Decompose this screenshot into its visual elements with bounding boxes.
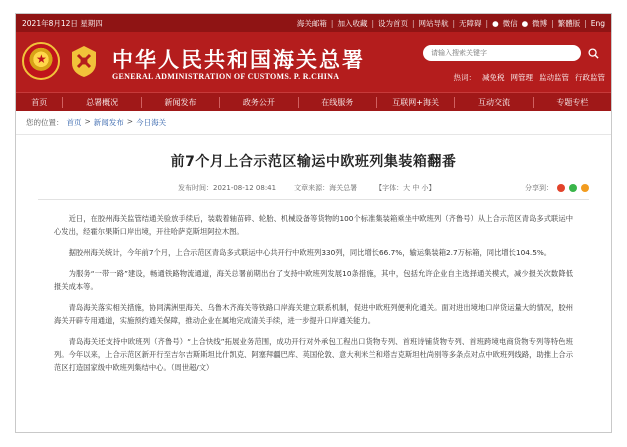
search-icon[interactable]	[585, 45, 601, 61]
site-title: 中华人民共和国海关总署	[112, 47, 365, 72]
publish-date: 发布时间：2021-08-12 08:41	[178, 184, 277, 192]
top-link-accessibility[interactable]: 无障碍	[459, 18, 482, 28]
wechat-share-icon[interactable]	[569, 184, 577, 192]
paragraph: 青岛海关还支持中欧班列（齐鲁号）“上合快线”拓展业务范围，成功开行对外承包工程出口货物专列、首班诗铺货物专列、首班跨境电商货物专列等特色班列。今年以来，上合示范区新开行至吉尔吉斯斯坦比什凯克、阿塞拜疆巴库、英国伦敦、意大利米兰和塔吉克斯坦杜尚别等多条点对点中欧班列线路，助推上合示范区打造国家级中欧班列集结中心。（周世超/文）	[54, 337, 573, 372]
top-link-traditional[interactable]: 繁體版	[557, 18, 581, 28]
hot-words	[454, 72, 606, 83]
article-title: 前7个月上合示范区输运中欧班列集装箱翻番	[170, 154, 457, 170]
nav-item-home[interactable]: 首页	[31, 97, 48, 107]
top-bar	[16, 14, 611, 32]
top-link-favorite[interactable]: 加入收藏	[337, 18, 368, 28]
top-link-wechat[interactable]: 微信	[502, 18, 518, 28]
breadcrumb-separator: >	[126, 117, 134, 126]
top-link-homepage[interactable]: 设为首页	[377, 18, 408, 28]
share-bar	[525, 183, 589, 193]
more-share-icon[interactable]	[581, 184, 589, 192]
breadcrumb-news[interactable]: 新闻发布	[93, 118, 124, 127]
paragraph: 青岛海关落实相关措施，协同满洲里海关、乌鲁木齐海关等铁路口岸海关建立联系机制，促进中欧班列便利化通关。面对进出境地口岸货运量大的情况，胶州海关开辟专用通道，实施预约通关保障，推动企业在属地完成清关手续，进一步提升口岸通关能力。	[54, 303, 573, 325]
hot-word[interactable]: 网管理	[510, 73, 533, 82]
breadcrumb-label: 您的位置：	[26, 118, 64, 127]
national-emblem-icon: ★	[22, 42, 60, 80]
nav-item-online-service[interactable]: 在线服务	[321, 97, 354, 107]
weibo-share-icon[interactable]	[557, 184, 565, 192]
top-link-mailbox[interactable]: 海关邮箱	[296, 18, 327, 28]
article-body	[54, 212, 573, 374]
breadcrumb-separator: >	[84, 117, 91, 126]
breadcrumb-home[interactable]: 首页	[66, 118, 82, 127]
hot-word[interactable]: 监动监管	[539, 73, 569, 82]
article-source: 文章来源：海关总署	[294, 184, 358, 192]
paragraph: 近日，在胶州海关监管结通关验放手续后，装载着轴苗碎、轮胎、机械设备等货物的100个标准集装箱乘坐中欧班列（齐鲁号）从上合示范区青岛多式联运中心发出，经霍尔果斯口岸出境，开往哈萨克斯坦阿拉木图。	[54, 214, 573, 236]
site-header	[16, 32, 611, 92]
share-label: 分享到：	[525, 184, 553, 192]
breadcrumb-today[interactable]: 今日海关	[136, 118, 167, 127]
top-link-weibo[interactable]: 微博	[532, 18, 548, 28]
browser-frame	[15, 13, 612, 433]
wechat-icon[interactable]: ●	[492, 18, 499, 28]
nav-item-overview[interactable]: 总署概况	[86, 97, 119, 107]
top-link-sitemap[interactable]: 网站导航	[418, 18, 449, 28]
hot-word[interactable]: 减免税	[482, 73, 505, 82]
nav-item-interaction[interactable]: 互动交流	[477, 97, 510, 107]
paragraph: 为服务“一带一路”建设，畅通铁路物流通道，海关总署前期出台了支持中欧班列发展10条措施，其中，包括允许企业自主选择通关模式，减少报关次数降低报关成本等。	[54, 269, 573, 291]
main-nav	[16, 92, 611, 111]
nav-item-special-topics[interactable]: 专题专栏	[556, 97, 589, 107]
breadcrumb	[16, 111, 611, 135]
top-link-english[interactable]: Eng	[590, 18, 605, 28]
article-meta	[38, 183, 589, 200]
paragraph: 据胶州海关统计，今年前7个月，上合示范区青岛多式联运中心共开行中欧班列330列，同比增长66.7%，输运集装箱2.7万标箱，同比增长104.5%。	[68, 248, 552, 257]
nav-item-government-affairs[interactable]: 政务公开	[242, 97, 275, 107]
hot-word[interactable]: 行政监管	[575, 73, 605, 82]
current-date: 2021年8月12日 星期四	[22, 18, 103, 28]
site-title-english: GENERAL ADMINISTRATION OF CUSTOMS. P. R.CHINA	[112, 72, 340, 81]
top-links: 海关邮箱 | 加入收藏 | 设为首页 | 网站导航 | 无障碍 | ● 微信 ● 微博 | 繁體版 | Eng	[296, 18, 605, 28]
weibo-icon[interactable]: ●	[521, 18, 529, 28]
font-size-control[interactable]: 【字体：大 中 小】	[375, 184, 436, 192]
nav-item-internet-customs[interactable]: 互联网+海关	[392, 97, 439, 107]
hot-words-label: 热词：	[453, 73, 476, 82]
search-input[interactable]	[423, 45, 581, 61]
nav-item-news[interactable]: 新闻发布	[164, 97, 197, 107]
customs-emblem-icon	[66, 43, 102, 79]
